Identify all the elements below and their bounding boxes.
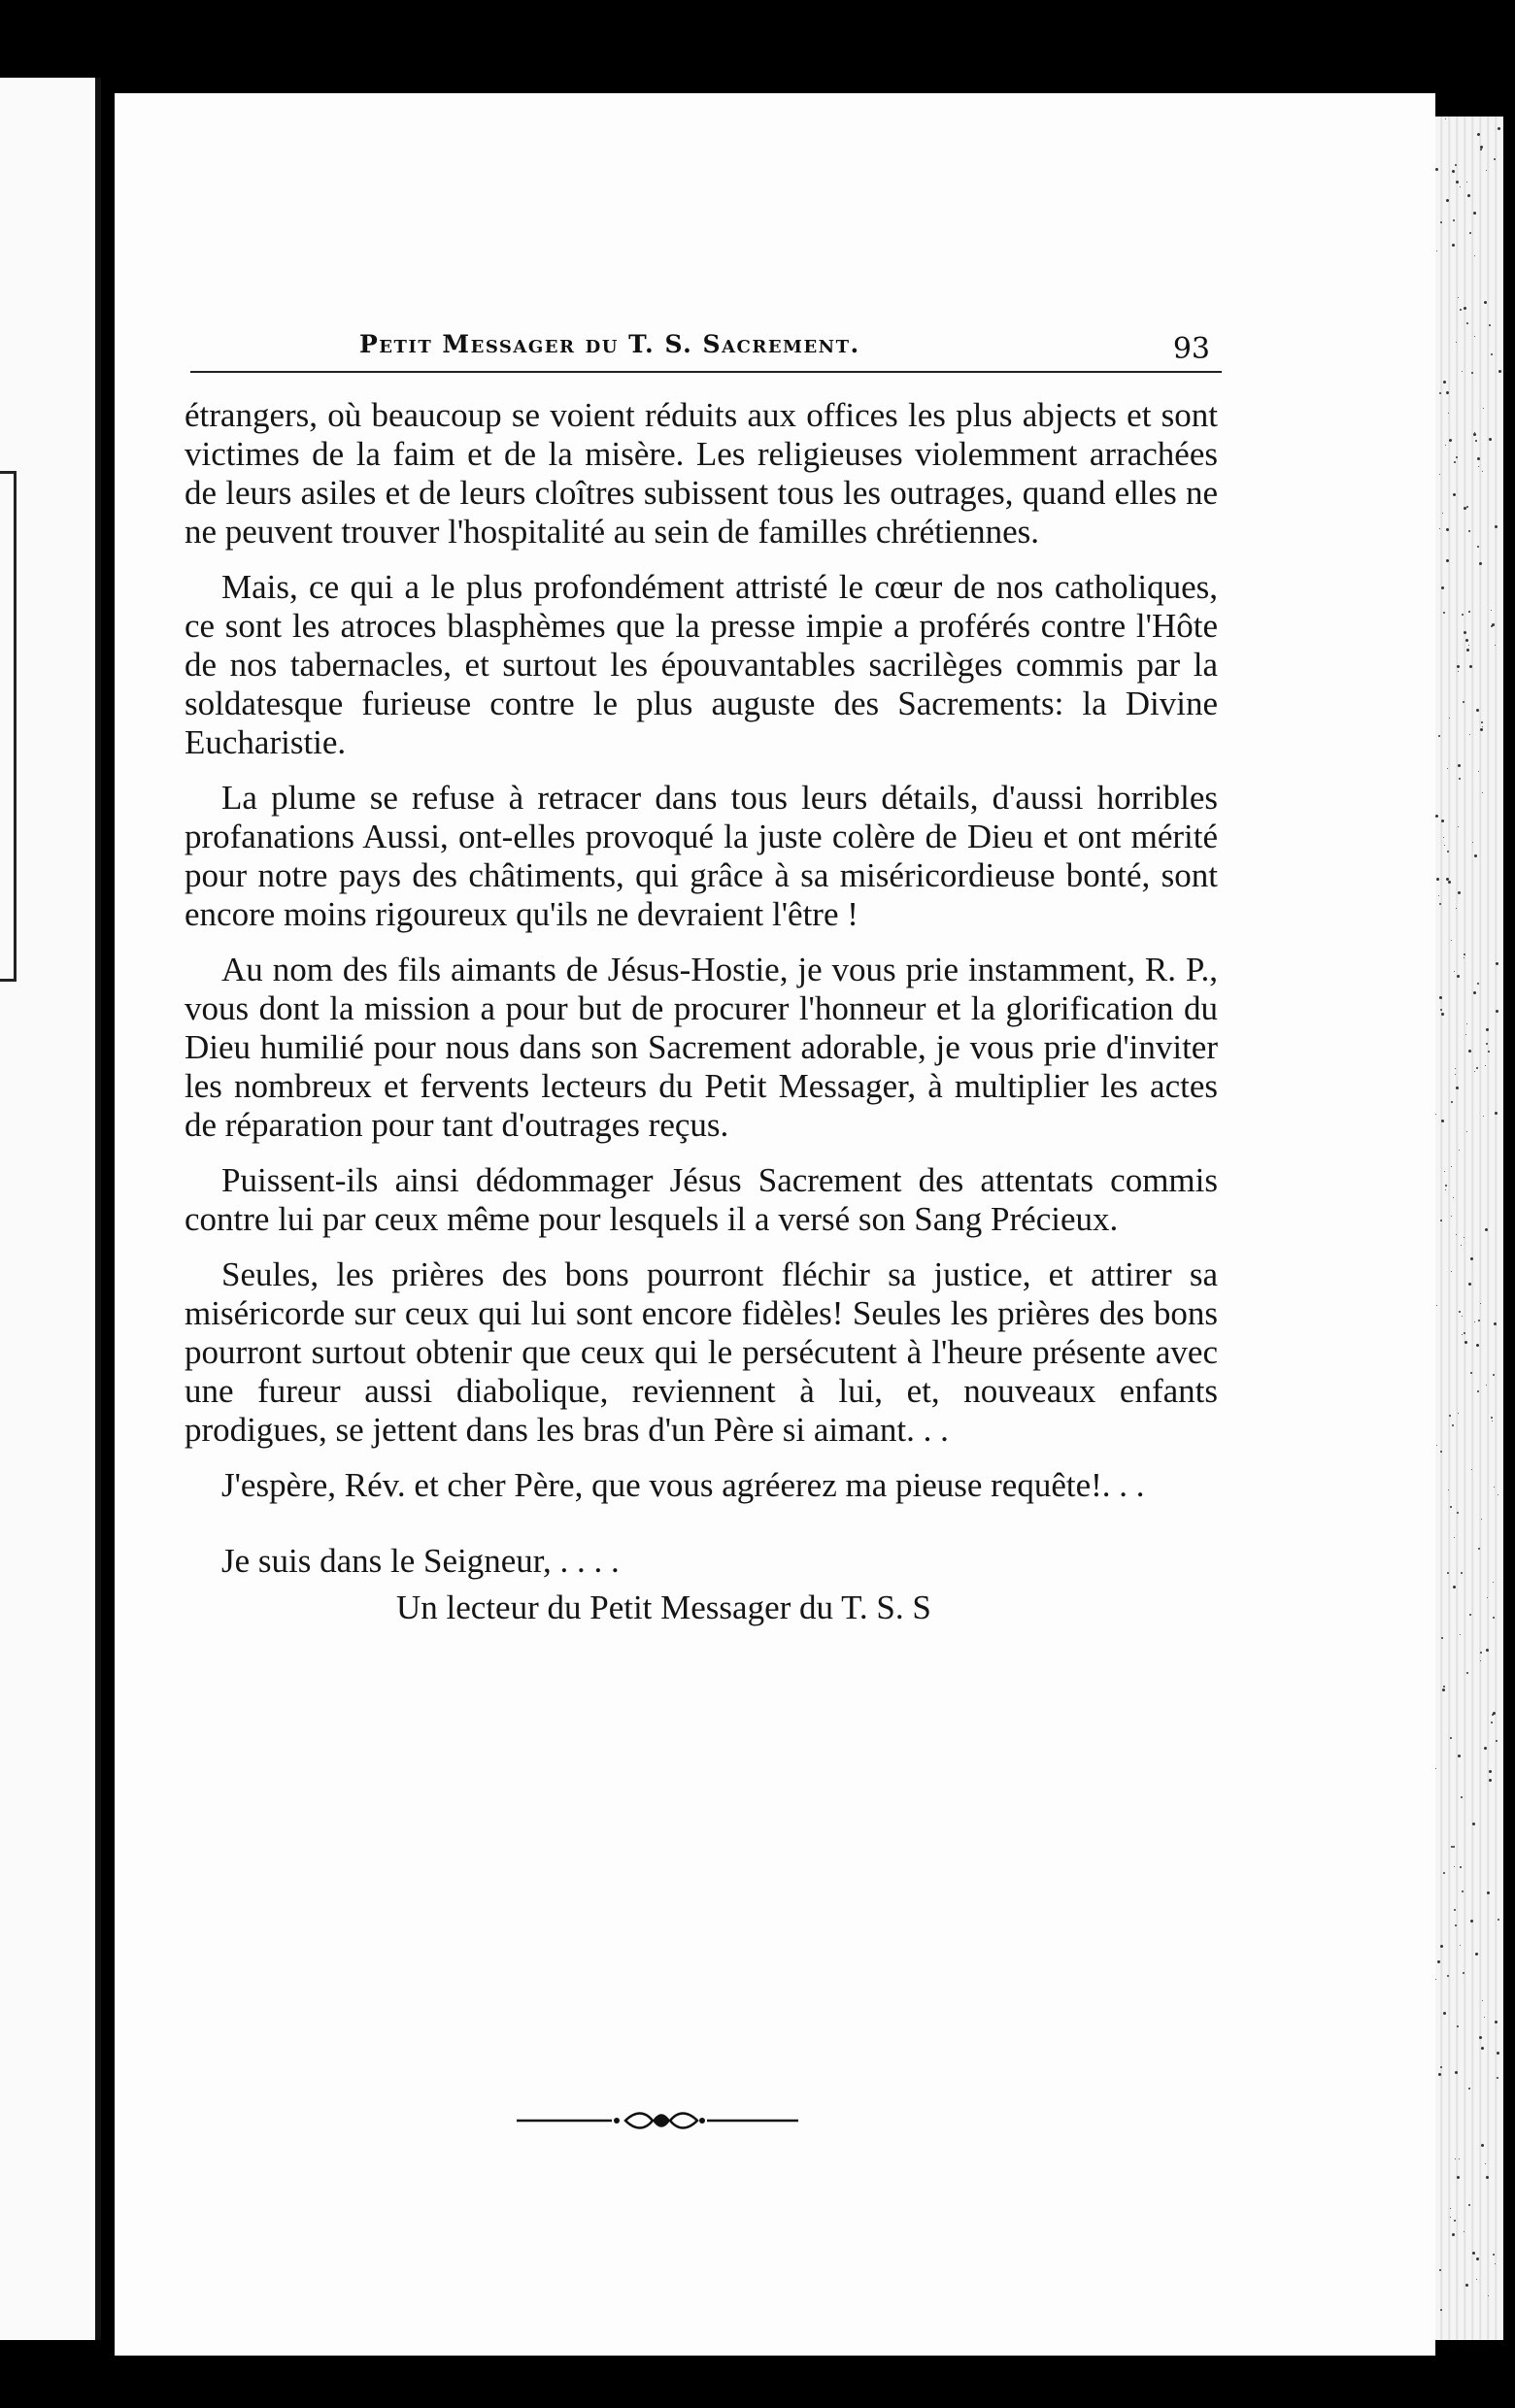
- previous-page-edge: [0, 78, 101, 2340]
- paper-speck: [1491, 1417, 1493, 1419]
- paper-speck: [1455, 2158, 1456, 2159]
- paper-speck: [1459, 1311, 1461, 1313]
- paper-speck: [1441, 1637, 1443, 1639]
- paper-speck: [1456, 181, 1459, 184]
- paper-speck: [1478, 771, 1479, 772]
- paper-speck: [1496, 962, 1498, 965]
- paper-speck: [1453, 493, 1456, 496]
- paper-speck: [1466, 322, 1468, 324]
- paper-speck: [1443, 381, 1446, 384]
- paper-speck: [1481, 721, 1483, 723]
- paper-speck: [1482, 2000, 1483, 2001]
- paper-speck: [1486, 1649, 1489, 1652]
- paper-speck: [1439, 392, 1441, 394]
- paper-speck: [1470, 1920, 1473, 1923]
- paper-speck: [1462, 1334, 1463, 1335]
- paper-speck: [1472, 2252, 1475, 2255]
- paper-speck: [1496, 1740, 1498, 1742]
- paper-speck: [1443, 837, 1444, 838]
- paper-speck: [1439, 903, 1441, 905]
- paper-speck: [1477, 133, 1480, 136]
- paper-speck: [1495, 2263, 1496, 2264]
- paper-speck: [1443, 1872, 1445, 1874]
- paper-speck: [1467, 194, 1470, 197]
- paper-speck: [1463, 701, 1464, 703]
- paper-speck: [1496, 1010, 1498, 1013]
- paper-speck: [1439, 996, 1442, 999]
- paper-speck: [1456, 1234, 1457, 1235]
- paper-speck: [1468, 2088, 1470, 2090]
- paper-speck: [1486, 1385, 1487, 1386]
- paper-speck: [1460, 1945, 1461, 1946]
- paper-speck: [1482, 792, 1483, 793]
- paper-speck: [1457, 1512, 1459, 1514]
- paper-speck: [1474, 1071, 1475, 1072]
- paper-speck: [1458, 826, 1459, 827]
- paper-speck: [1484, 2017, 1485, 2018]
- closing-line: Je suis dans le Seigneur, . . . .: [221, 1542, 620, 1580]
- paper-speck: [1460, 186, 1461, 187]
- paper-speck: [1458, 1755, 1461, 1757]
- paper-speck: [1474, 1321, 1475, 1322]
- paper-speck: [1443, 612, 1445, 614]
- paper-speck: [1440, 221, 1442, 223]
- paper-speck: [1455, 1924, 1457, 1926]
- paper-speck: [1481, 2047, 1484, 2050]
- paragraph: étrangers, où beaucoup se voient réduits aux offices les plus abjects et sont victimes de la faim et de la misère. Les religieuses violemment arrachées de leurs asiles et de leurs cloîtres subissent tous les outrages, quand elles ne ne peuvent trouver l'hospitalité au sein de familles chrétiennes.: [185, 396, 1218, 551]
- paper-speck: [1445, 445, 1446, 446]
- paper-speck: [1450, 1737, 1452, 1739]
- paper-speck: [1444, 845, 1445, 846]
- paper-speck: [1453, 1197, 1454, 1198]
- paper-speck: [1451, 1271, 1452, 1272]
- paper-speck: [1445, 1189, 1446, 1190]
- paper-speck: [1450, 2208, 1451, 2209]
- paper-speck: [1451, 1846, 1453, 1848]
- paper-speck: [1482, 471, 1483, 472]
- paper-speck: [1440, 2309, 1442, 2311]
- paper-speck: [1489, 324, 1491, 326]
- paper-speck: [1478, 466, 1479, 467]
- paper-speck: [1478, 1548, 1480, 1550]
- paper-speck: [1456, 908, 1457, 909]
- paper-speck: [1462, 1890, 1464, 1892]
- paper-speck: [1466, 506, 1468, 508]
- paper-speck: [1487, 1891, 1490, 1894]
- paper-speck: [1455, 1068, 1456, 1069]
- paper-speck: [1464, 307, 1466, 310]
- paper-speck: [1477, 457, 1480, 460]
- paper-speck: [1495, 2021, 1498, 2023]
- paper-speck: [1469, 1614, 1471, 1616]
- paper-speck: [1452, 2233, 1455, 2236]
- paper-speck: [1453, 1586, 1456, 1589]
- paper-speck: [1452, 244, 1455, 247]
- paper-speck: [1477, 983, 1479, 985]
- paper-speck: [1480, 728, 1483, 731]
- paper-speck: [1494, 1487, 1495, 1488]
- paper-speck: [1464, 507, 1466, 510]
- paper-speck: [1462, 371, 1463, 372]
- previous-page-frame: [0, 471, 17, 982]
- paper-speck: [1497, 2052, 1499, 2055]
- paper-speck: [1468, 645, 1469, 646]
- paper-speck: [1466, 182, 1467, 183]
- paper-speck: [1492, 623, 1495, 626]
- paper-speck: [1449, 439, 1452, 442]
- paper-speck: [1440, 2066, 1442, 2068]
- paper-speck: [1491, 1722, 1493, 1723]
- paper-speck: [1443, 2012, 1446, 2015]
- paper-speck: [1495, 645, 1496, 646]
- paper-speck: [1435, 1979, 1436, 1980]
- signature-line: Un lecteur du Petit Messager du T. S. S: [396, 1589, 931, 1626]
- paper-speck: [1473, 212, 1476, 215]
- paper-speck: [1485, 1228, 1488, 1231]
- paper-speck: [1466, 1023, 1467, 1024]
- page-stack-edges: [1435, 117, 1503, 2340]
- paper-speck: [1473, 991, 1476, 994]
- paper-speck: [1486, 1043, 1488, 1045]
- paper-speck: [1454, 1537, 1455, 1538]
- paper-speck: [1441, 1013, 1444, 1016]
- paper-speck: [1483, 408, 1484, 409]
- paper-speck: [1459, 1150, 1460, 1151]
- paper-speck: [1497, 2077, 1498, 2079]
- paper-speck: [1466, 1131, 1467, 1132]
- paper-speck: [1480, 1303, 1481, 1304]
- paper-speck: [1498, 370, 1501, 373]
- paper-speck: [1436, 1445, 1437, 1446]
- paper-speck: [1464, 1341, 1467, 1344]
- paper-speck: [1485, 2163, 1486, 2164]
- paper-speck: [1457, 975, 1460, 978]
- paper-speck: [1443, 1686, 1445, 1688]
- paper-speck: [1438, 2073, 1441, 2076]
- paper-speck: [1439, 2269, 1441, 2271]
- paragraph: Puissent-ils ainsi dédommager Jésus Sacrement des attentats commis contre lui par ceux même pour lesquels il a versé son Sang Précieux.: [185, 1161, 1218, 1238]
- paper-speck: [1481, 1519, 1482, 1520]
- paper-speck: [1452, 1424, 1454, 1426]
- paper-speck: [1474, 255, 1475, 256]
- paper-speck: [1442, 513, 1443, 514]
- paper-speck: [1465, 639, 1468, 642]
- paper-speck: [1468, 530, 1470, 532]
- paper-speck: [1474, 336, 1475, 337]
- paper-speck: [1489, 438, 1492, 441]
- paper-speck: [1469, 232, 1471, 234]
- paper-speck: [1471, 372, 1473, 374]
- paper-speck: [1451, 1101, 1453, 1103]
- paper-speck: [1470, 1372, 1472, 1374]
- paper-speck: [1487, 1597, 1488, 1598]
- paper-speck: [1494, 158, 1496, 160]
- paper-speck: [1488, 1051, 1490, 1053]
- paper-speck: [1477, 1390, 1479, 1392]
- paper-speck: [1479, 2036, 1482, 2039]
- paper-speck: [1493, 2254, 1495, 2256]
- paper-speck: [1493, 1712, 1496, 1715]
- paper-speck: [1448, 881, 1451, 884]
- paper-speck: [1454, 1909, 1456, 1911]
- paper-speck: [1461, 1796, 1463, 1798]
- paper-speck: [1494, 1322, 1497, 1325]
- paper-speck: [1474, 432, 1475, 433]
- paper-speck: [1450, 2217, 1451, 2218]
- paper-speck: [1464, 953, 1465, 955]
- paper-speck: [1435, 168, 1438, 171]
- paper-speck: [1489, 1779, 1492, 1782]
- paper-speck: [1461, 1245, 1462, 1246]
- paper-speck: [1484, 1747, 1487, 1750]
- paper-speck: [1464, 1332, 1465, 1334]
- paper-speck: [1491, 610, 1492, 611]
- paper-speck: [1458, 297, 1459, 298]
- paper-speck: [1481, 2144, 1484, 2147]
- fleuron-divider-icon: [517, 2109, 798, 2132]
- paragraph: Mais, ce qui a le plus profondément attristé le cœur de nos catholiques, ce sont les atroces blasphèmes que la presse impie a proférés contre l'Hôte de nos tabernacles, et surtout les épouvantables sacrilèges commis par la soldatesque furieuse contre le plus auguste des Sacrements: la Divine Eucharistie.: [185, 568, 1218, 761]
- paper-speck: [1456, 456, 1458, 458]
- paper-speck: [1466, 1672, 1468, 1674]
- paper-speck: [1435, 1114, 1436, 1115]
- paper-speck: [1446, 391, 1449, 394]
- paper-speck: [1469, 665, 1472, 668]
- paper-speck: [1477, 546, 1479, 548]
- paper-speck: [1457, 2025, 1459, 2027]
- paper-speck: [1448, 1489, 1449, 1490]
- paper-speck: [1486, 2176, 1489, 2179]
- paper-speck: [1450, 1506, 1452, 1508]
- paper-speck: [1475, 1953, 1478, 1956]
- paper-speck: [1476, 709, 1479, 712]
- paper-speck: [1441, 819, 1444, 822]
- paper-speck: [1498, 1919, 1499, 1921]
- paper-speck: [1459, 2158, 1460, 2159]
- running-title: Petit Messager du T. S. Sacrement.: [359, 330, 860, 358]
- paper-speck: [1451, 1166, 1452, 1167]
- paper-speck: [1446, 559, 1449, 562]
- paper-speck: [1460, 309, 1462, 311]
- paper-speck: [1491, 353, 1493, 355]
- paper-speck: [1455, 2071, 1458, 2074]
- paper-speck: [1476, 1067, 1478, 1069]
- paper-speck: [1451, 940, 1452, 941]
- paper-speck: [1449, 718, 1450, 719]
- paper-speck: [1445, 1185, 1447, 1187]
- paper-speck: [1488, 2295, 1489, 2296]
- paper-speck: [1469, 734, 1470, 735]
- paper-speck: [1483, 1116, 1484, 1117]
- paper-speck: [1456, 1087, 1459, 1089]
- paper-speck: [1468, 1050, 1471, 1053]
- paper-speck: [1440, 1009, 1442, 1011]
- paper-speck: [1455, 164, 1457, 166]
- paper-speck: [1459, 778, 1461, 780]
- paper-speck: [1468, 611, 1470, 613]
- paper-speck: [1460, 1866, 1462, 1868]
- paper-speck: [1444, 1171, 1445, 1172]
- paper-speck: [1451, 1216, 1452, 1217]
- paper-speck: [1484, 301, 1487, 304]
- paper-speck: [1455, 1074, 1456, 1075]
- paper-speck: [1464, 631, 1466, 634]
- paper-speck: [1454, 971, 1455, 972]
- paper-speck: [1442, 1689, 1445, 1691]
- paper-speck: [1480, 1652, 1482, 1654]
- paper-speck: [1478, 1320, 1480, 1321]
- paper-speck: [1447, 851, 1449, 853]
- paper-speck: [1486, 1028, 1489, 1031]
- paper-speck: [1468, 2204, 1470, 2206]
- paper-speck: [1453, 219, 1455, 221]
- paper-speck: [1458, 891, 1461, 894]
- paper-speck: [1445, 118, 1446, 119]
- paper-speck: [1493, 1617, 1495, 1619]
- paper-speck: [1473, 433, 1476, 436]
- paper-speck: [1435, 815, 1438, 818]
- paper-speck: [1454, 2220, 1456, 2222]
- paper-speck: [1456, 342, 1457, 343]
- paper-speck: [1458, 1413, 1459, 1414]
- paper-speck: [1471, 1469, 1472, 1470]
- paper-speck: [1480, 1660, 1481, 1661]
- page-body: [185, 396, 1218, 1627]
- paper-speck: [1436, 1305, 1437, 1306]
- paper-speck: [1475, 440, 1477, 442]
- paper-speck: [1463, 1972, 1464, 1974]
- paper-speck: [1441, 1120, 1444, 1122]
- paper-speck: [1458, 671, 1459, 672]
- paper-speck: [1441, 586, 1444, 589]
- paper-speck: [1470, 1257, 1473, 1260]
- paper-speck: [1454, 1866, 1455, 1867]
- paper-speck: [1495, 1112, 1498, 1115]
- paper-speck: [1435, 1768, 1436, 1769]
- paper-speck: [1440, 1945, 1443, 1948]
- paragraph: La plume se refuse à retracer dans tous leurs détails, d'aussi horribles profanations Aussi, ont-elles provoqué la juste colère de Dieu et ont mérité pour notre pays des châtiments, qui grâce à sa miséricordieuse bonté, sont encore moins rigoureux qu'ils ne devraient l'être !: [185, 779, 1218, 933]
- paper-speck: [1482, 726, 1483, 727]
- paper-speck: [1462, 614, 1464, 616]
- paper-speck: [1454, 461, 1456, 463]
- paper-speck: [1437, 1960, 1440, 1963]
- paper-speck: [1474, 854, 1477, 857]
- paper-speck: [1480, 149, 1482, 150]
- paper-speck: [1495, 525, 1498, 528]
- paper-speck: [1448, 413, 1449, 414]
- paper-speck: [1439, 528, 1440, 529]
- paragraph: Seules, les prières des bons pourront fléchir sa justice, et attirer sa miséricorde sur ceux qui lui sont encore fidèles! Seules les prières des bons pourront surtout obtenir que ceux qui le persécutent à l'heure présente avec une fureur aussi diabolique, reviennent à lui, et, nouveaux enfants prodigues, se jettent dans les bras d'un Père si aimant. . .: [185, 1255, 1218, 1449]
- paper-speck: [1461, 1572, 1463, 1574]
- paper-speck: [1458, 764, 1461, 767]
- paper-speck: [1472, 1823, 1475, 1825]
- paper-speck: [1462, 1316, 1463, 1317]
- paper-speck: [1446, 528, 1449, 531]
- paper-speck: [1457, 665, 1460, 668]
- paper-speck: [1452, 170, 1455, 173]
- paper-speck: [1476, 1344, 1479, 1347]
- paper-speck: [1485, 1065, 1486, 1066]
- paper-speck: [1479, 562, 1482, 565]
- paper-speck: [1472, 842, 1473, 843]
- paragraph: Au nom des fils aimants de Jésus-Hostie, je vous prie instamment, R. P., vous dont la mission a pour but de procurer l'honneur et la glorification du Dieu humilié pour nous dans son Sacrement adorable, je vous prie d'inviter les nombreux et fervents lecteurs du Petit Messager, à multiplier les actes de réparation pour tant d'outrages reçus.: [185, 951, 1218, 1144]
- paper-speck: [1447, 768, 1448, 769]
- paper-speck: [1438, 735, 1440, 737]
- paper-speck: [1436, 878, 1439, 881]
- page-number: 93: [1172, 332, 1210, 366]
- paper-speck: [1465, 1034, 1466, 1035]
- paper-speck: [1453, 1846, 1455, 1848]
- paper-speck: [1486, 170, 1487, 171]
- paper-speck: [1457, 2176, 1460, 2179]
- paper-speck: [1493, 1374, 1495, 1376]
- paper-speck: [1449, 1415, 1451, 1417]
- paper-speck: [1447, 1975, 1449, 1977]
- paper-speck: [1446, 199, 1449, 202]
- paper-speck: [1498, 127, 1500, 130]
- paper-speck: [1465, 2284, 1468, 2287]
- paper-speck: [1438, 895, 1439, 896]
- paper-speck: [1447, 1572, 1449, 1574]
- paper-speck: [1476, 2258, 1479, 2260]
- paper-speck: [1493, 1582, 1494, 1583]
- paper-speck: [1476, 2279, 1477, 2280]
- paper-speck: [1489, 1770, 1492, 1773]
- paper-speck: [1440, 1220, 1442, 1221]
- paper-speck: [1439, 474, 1440, 475]
- paper-speck: [1468, 1283, 1471, 1286]
- paper-speck: [1440, 1451, 1442, 1453]
- page-header: [190, 330, 1222, 373]
- paragraph: J'espère, Rév. et cher Père, que vous agréerez ma pieuse requête!. . .: [221, 1466, 1145, 1504]
- paper-speck: [1466, 649, 1469, 652]
- paper-speck: [1460, 1634, 1461, 1635]
